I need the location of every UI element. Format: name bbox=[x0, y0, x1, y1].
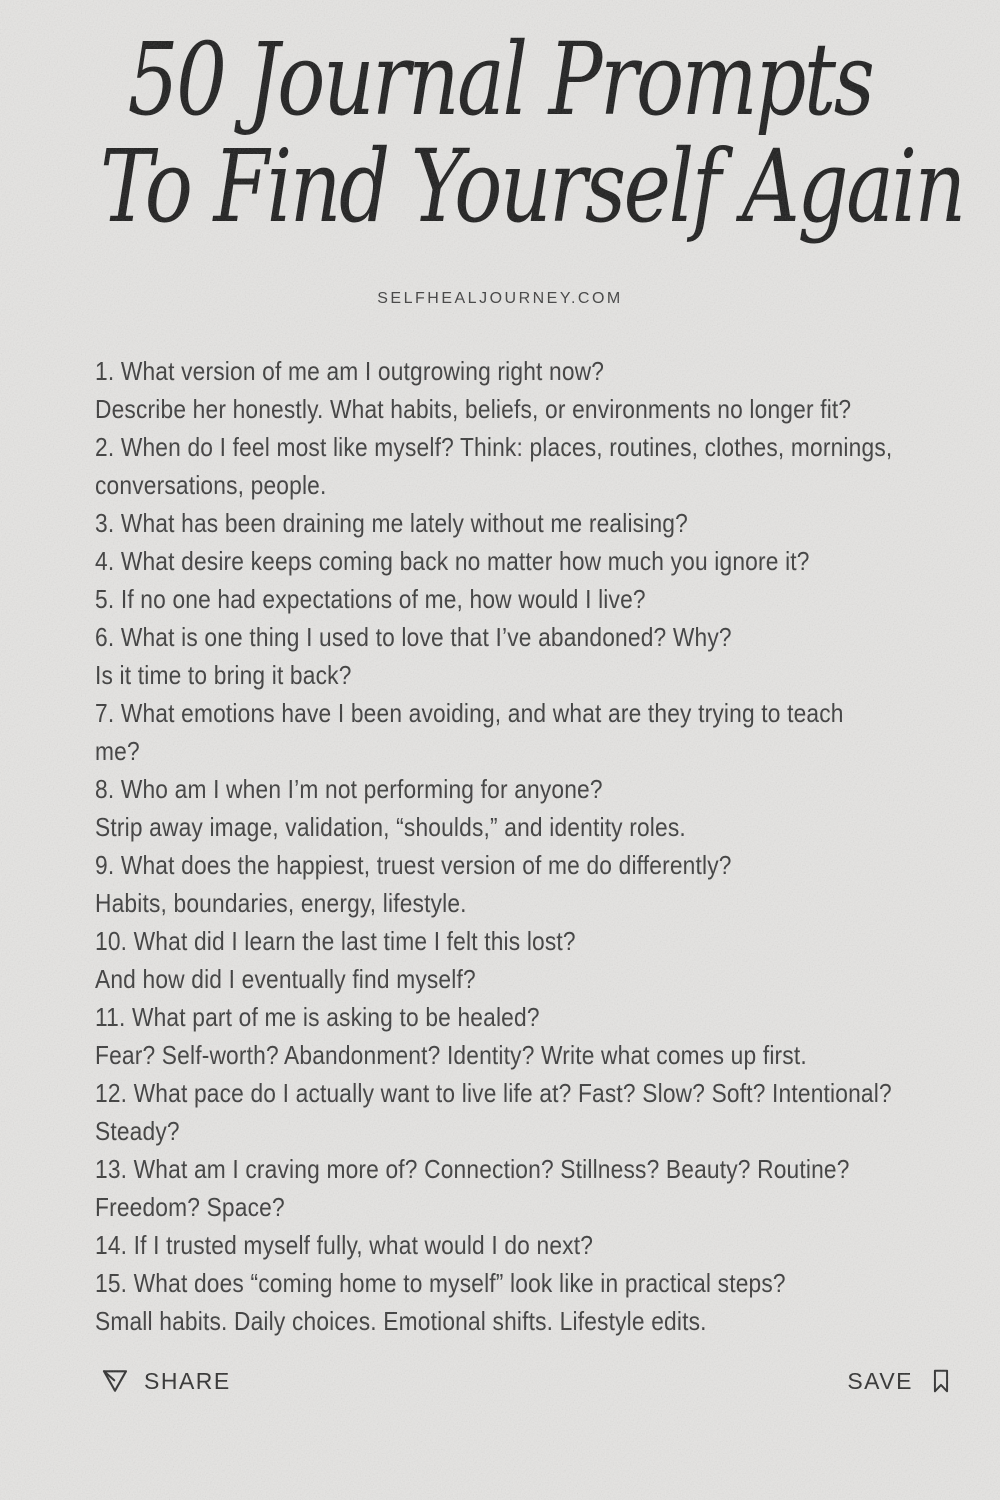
prompt-line: 7. What emotions have I been avoiding, and what are they trying to teach bbox=[95, 698, 844, 728]
share-label: SHARE bbox=[144, 1367, 231, 1394]
header bbox=[0, 0, 1000, 308]
save-label: SAVE bbox=[847, 1367, 913, 1394]
footer-actions bbox=[0, 1360, 1000, 1402]
prompt-line: Freedom? Space? bbox=[95, 1192, 285, 1222]
prompt-line: 9. What does the happiest, truest version of me do differently? bbox=[95, 850, 732, 880]
prompt-line: 8. Who am I when I’m not performing for anyone? bbox=[95, 774, 603, 804]
prompt-line: 14. If I trusted myself fully, what would I do next? bbox=[95, 1230, 594, 1260]
prompt-line: Small habits. Daily choices. Emotional shifts. Lifestyle edits. bbox=[95, 1306, 707, 1336]
prompt-line: 1. What version of me am I outgrowing right now? bbox=[95, 356, 605, 386]
prompt-line: 15. What does “coming home to myself” look like in practical steps? bbox=[95, 1268, 786, 1298]
prompt-line: Describe her honestly. What habits, beliefs, or environments no longer fit? bbox=[95, 394, 852, 424]
prompt-line: 5. If no one had expectations of me, how would I live? bbox=[95, 584, 646, 614]
bookmark-icon bbox=[927, 1367, 955, 1395]
prompt-line: 6. What is one thing I used to love that I’ve abandoned? Why? bbox=[95, 622, 732, 652]
prompt-line: 11. What part of me is asking to be healed? bbox=[95, 1002, 540, 1032]
title-line-1: 50 Journal Prompts bbox=[127, 21, 873, 138]
share-button[interactable] bbox=[100, 1366, 231, 1396]
prompt-line: Habits, boundaries, energy, lifestyle. bbox=[95, 888, 467, 918]
prompt-line: 10. What did I learn the last time I felt this lost? bbox=[95, 926, 576, 956]
prompt-line: Strip away image, validation, “shoulds,” and identity roles. bbox=[95, 812, 686, 842]
prompt-line: 2. When do I feel most like myself? Think: places, routines, clothes, mornings, bbox=[95, 432, 893, 462]
prompt-line: Fear? Self-worth? Abandonment? Identity? Write what comes up first. bbox=[95, 1040, 807, 1070]
save-button[interactable] bbox=[847, 1367, 955, 1395]
prompt-line: Is it time to bring it back? bbox=[95, 660, 352, 690]
prompt-line: And how did I eventually find myself? bbox=[95, 964, 476, 994]
prompt-line: 12. What pace do I actually want to live life at? Fast? Slow? Soft? Intentional? bbox=[95, 1078, 892, 1108]
prompt-line: conversations, people. bbox=[95, 470, 327, 500]
page-title bbox=[0, 21, 1000, 245]
website-tagline: SELFHEALJOURNEY.COM bbox=[377, 290, 623, 307]
title-line-2: To Find Yourself Again bbox=[100, 128, 964, 245]
prompt-line: Steady? bbox=[95, 1116, 180, 1146]
prompt-line: 13. What am I craving more of? Connection? Stillness? Beauty? Routine? bbox=[95, 1154, 850, 1184]
prompts-list bbox=[0, 352, 1000, 1340]
prompt-line: me? bbox=[95, 736, 140, 766]
prompt-line: 3. What has been draining me lately without me realising? bbox=[95, 508, 688, 538]
prompt-line: 4. What desire keeps coming back no matter how much you ignore it? bbox=[95, 546, 810, 576]
send-icon bbox=[100, 1366, 130, 1396]
